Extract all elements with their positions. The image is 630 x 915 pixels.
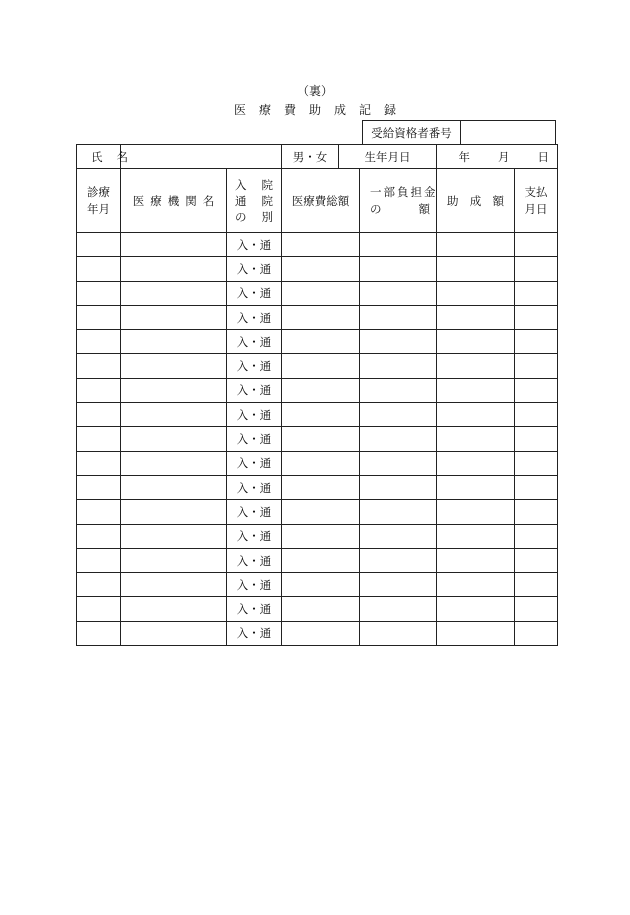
cell-subsidy[interactable]	[437, 597, 515, 621]
cell-total[interactable]	[282, 305, 360, 329]
cell-subsidy[interactable]	[437, 378, 515, 402]
cell-copay[interactable]	[360, 403, 437, 427]
cell-visit-type[interactable]: 入・通	[227, 378, 282, 402]
cell-copay[interactable]	[360, 475, 437, 499]
cell-visit-month[interactable]	[77, 548, 121, 572]
cell-visit-month[interactable]	[77, 257, 121, 281]
recipient-number-box	[362, 120, 556, 144]
cell-total[interactable]	[282, 378, 360, 402]
cell-subsidy[interactable]	[437, 354, 515, 378]
cell-copay[interactable]	[360, 378, 437, 402]
cell-visit-type[interactable]: 入・通	[227, 597, 282, 621]
cell-visit-month[interactable]	[77, 573, 121, 597]
cell-copay[interactable]	[360, 500, 437, 524]
cell-total[interactable]	[282, 573, 360, 597]
cell-visit-type[interactable]: 入・通	[227, 475, 282, 499]
cell-institution[interactable]	[121, 403, 227, 427]
cell-institution[interactable]	[121, 573, 227, 597]
cell-visit-month[interactable]	[77, 427, 121, 451]
table-row	[77, 257, 558, 281]
table-row	[77, 281, 558, 305]
cell-visit-month[interactable]	[77, 500, 121, 524]
cell-subsidy[interactable]	[437, 403, 515, 427]
cell-visit-month[interactable]	[77, 354, 121, 378]
cell-institution[interactable]	[121, 475, 227, 499]
year-label: 年	[458, 149, 470, 164]
cell-institution[interactable]	[121, 281, 227, 305]
cell-institution[interactable]	[121, 500, 227, 524]
cell-visit-type[interactable]: 入・通	[227, 403, 282, 427]
cell-visit-month[interactable]	[77, 281, 121, 305]
name-label: 氏名	[77, 145, 121, 169]
cell-paid-date[interactable]	[515, 524, 558, 548]
cell-subsidy[interactable]	[437, 233, 515, 257]
cell-copay[interactable]	[360, 281, 437, 305]
cell-subsidy[interactable]	[437, 330, 515, 354]
table-row	[77, 475, 558, 499]
cell-visit-month[interactable]	[77, 597, 121, 621]
cell-institution[interactable]	[121, 305, 227, 329]
cell-visit-type[interactable]: 入・通	[227, 354, 282, 378]
cell-total[interactable]	[282, 233, 360, 257]
recipient-number-label: 受給資格者番号	[363, 121, 461, 144]
cell-subsidy[interactable]	[437, 475, 515, 499]
cell-subsidy[interactable]	[437, 427, 515, 451]
cell-subsidy[interactable]	[437, 524, 515, 548]
col-header-paid-date: 支払 月日	[515, 169, 558, 233]
cell-visit-type[interactable]: 入・通	[227, 305, 282, 329]
cell-visit-month[interactable]	[77, 378, 121, 402]
birthdate-label: 生年月日	[364, 149, 411, 164]
cell-institution[interactable]	[121, 621, 227, 645]
cell-institution[interactable]	[121, 548, 227, 572]
col-header-visit-type: 入 院 通 院 の 別	[227, 169, 282, 233]
cell-subsidy[interactable]	[437, 451, 515, 475]
cell-total[interactable]	[282, 281, 360, 305]
cell-visit-type[interactable]: 入・通	[227, 427, 282, 451]
cell-institution[interactable]	[121, 330, 227, 354]
recipient-number-field[interactable]	[461, 121, 555, 144]
table-row	[77, 233, 558, 257]
cell-copay[interactable]	[360, 354, 437, 378]
cell-subsidy[interactable]	[437, 257, 515, 281]
cell-paid-date[interactable]	[515, 281, 558, 305]
cell-total[interactable]	[282, 500, 360, 524]
cell-visit-month[interactable]	[77, 403, 121, 427]
table-row	[77, 403, 558, 427]
cell-visit-month[interactable]	[77, 330, 121, 354]
cell-visit-type[interactable]: 入・通	[227, 548, 282, 572]
cell-copay[interactable]	[360, 305, 437, 329]
table-row	[77, 524, 558, 548]
table-row	[77, 548, 558, 572]
cell-copay[interactable]	[360, 621, 437, 645]
col-header-visit-month: 診療 年月	[77, 169, 121, 233]
cell-visit-type[interactable]: 入・通	[227, 451, 282, 475]
cell-paid-date[interactable]	[515, 257, 558, 281]
table-row	[77, 500, 558, 524]
col-header-institution: 医療機関名	[121, 169, 227, 233]
cell-institution[interactable]	[121, 257, 227, 281]
table-row	[77, 427, 558, 451]
cell-institution[interactable]	[121, 524, 227, 548]
cell-visit-type[interactable]: 入・通	[227, 281, 282, 305]
cell-subsidy[interactable]	[437, 621, 515, 645]
cell-paid-date[interactable]	[515, 233, 558, 257]
cell-subsidy[interactable]	[437, 281, 515, 305]
cell-visit-type[interactable]: 入・通	[227, 621, 282, 645]
cell-total[interactable]	[282, 403, 360, 427]
cell-copay[interactable]	[360, 573, 437, 597]
day-label: 日	[537, 149, 549, 164]
cell-visit-type[interactable]: 入・通	[227, 330, 282, 354]
cell-copay[interactable]	[360, 548, 437, 572]
birthdate-field[interactable]	[437, 145, 558, 169]
cell-institution[interactable]	[121, 233, 227, 257]
cell-paid-date[interactable]	[515, 500, 558, 524]
name-row	[77, 145, 558, 169]
column-header-row	[77, 169, 558, 233]
cell-institution[interactable]	[121, 427, 227, 451]
table-row	[77, 597, 558, 621]
cell-paid-date[interactable]	[515, 621, 558, 645]
cell-subsidy[interactable]	[437, 548, 515, 572]
cell-copay[interactable]	[360, 451, 437, 475]
cell-visit-type[interactable]: 入・通	[227, 524, 282, 548]
cell-paid-date[interactable]	[515, 330, 558, 354]
cell-total[interactable]	[282, 354, 360, 378]
col-header-copay: 一部負担金 の 額	[360, 169, 437, 233]
cell-visit-month[interactable]	[77, 233, 121, 257]
cell-paid-date[interactable]	[515, 305, 558, 329]
cell-visit-month[interactable]	[77, 621, 121, 645]
cell-total[interactable]	[282, 330, 360, 354]
cell-total[interactable]	[282, 427, 360, 451]
cell-visit-type[interactable]: 入・通	[227, 573, 282, 597]
cell-paid-date[interactable]	[515, 573, 558, 597]
cell-visit-month[interactable]	[77, 475, 121, 499]
cell-copay[interactable]	[360, 257, 437, 281]
cell-paid-date[interactable]	[515, 378, 558, 402]
cell-copay[interactable]	[360, 597, 437, 621]
cell-paid-date[interactable]	[515, 475, 558, 499]
cell-institution[interactable]	[121, 354, 227, 378]
cell-visit-month[interactable]	[77, 524, 121, 548]
cell-total[interactable]	[282, 597, 360, 621]
cell-institution[interactable]	[121, 451, 227, 475]
cell-visit-type[interactable]: 入・通	[227, 500, 282, 524]
cell-copay[interactable]	[360, 330, 437, 354]
form-title: 医療費助成記録	[233, 103, 409, 117]
name-field[interactable]	[121, 145, 282, 169]
cell-total[interactable]	[282, 475, 360, 499]
cell-total[interactable]	[282, 257, 360, 281]
cell-paid-date[interactable]	[515, 548, 558, 572]
cell-total[interactable]	[282, 451, 360, 475]
cell-visit-month[interactable]	[77, 451, 121, 475]
cell-copay[interactable]	[360, 524, 437, 548]
subsidy-record-table	[76, 144, 558, 646]
table-row	[77, 354, 558, 378]
table-row	[77, 573, 558, 597]
cell-copay[interactable]	[360, 233, 437, 257]
cell-subsidy[interactable]	[437, 573, 515, 597]
col-header-total: 医療費総額	[282, 169, 360, 233]
table-row	[77, 330, 558, 354]
form-subtitle: （裏）	[296, 84, 333, 98]
sex-field[interactable]: 男・女	[282, 145, 339, 168]
cell-paid-date[interactable]	[515, 354, 558, 378]
month-label: 月	[498, 149, 510, 164]
cell-paid-date[interactable]	[515, 403, 558, 427]
cell-subsidy[interactable]	[437, 500, 515, 524]
cell-paid-date[interactable]	[515, 597, 558, 621]
cell-total[interactable]	[282, 548, 360, 572]
cell-subsidy[interactable]	[437, 305, 515, 329]
cell-paid-date[interactable]	[515, 451, 558, 475]
cell-institution[interactable]	[121, 378, 227, 402]
cell-total[interactable]	[282, 621, 360, 645]
cell-visit-month[interactable]	[77, 305, 121, 329]
col-header-subsidy: 助 成 額	[437, 169, 515, 233]
table-row	[77, 451, 558, 475]
table-row	[77, 378, 558, 402]
cell-visit-type[interactable]: 入・通	[227, 257, 282, 281]
cell-visit-type[interactable]: 入・通	[227, 233, 282, 257]
table-row	[77, 305, 558, 329]
cell-total[interactable]	[282, 524, 360, 548]
cell-paid-date[interactable]	[515, 427, 558, 451]
cell-institution[interactable]	[121, 597, 227, 621]
table-row	[77, 621, 558, 645]
cell-copay[interactable]	[360, 427, 437, 451]
